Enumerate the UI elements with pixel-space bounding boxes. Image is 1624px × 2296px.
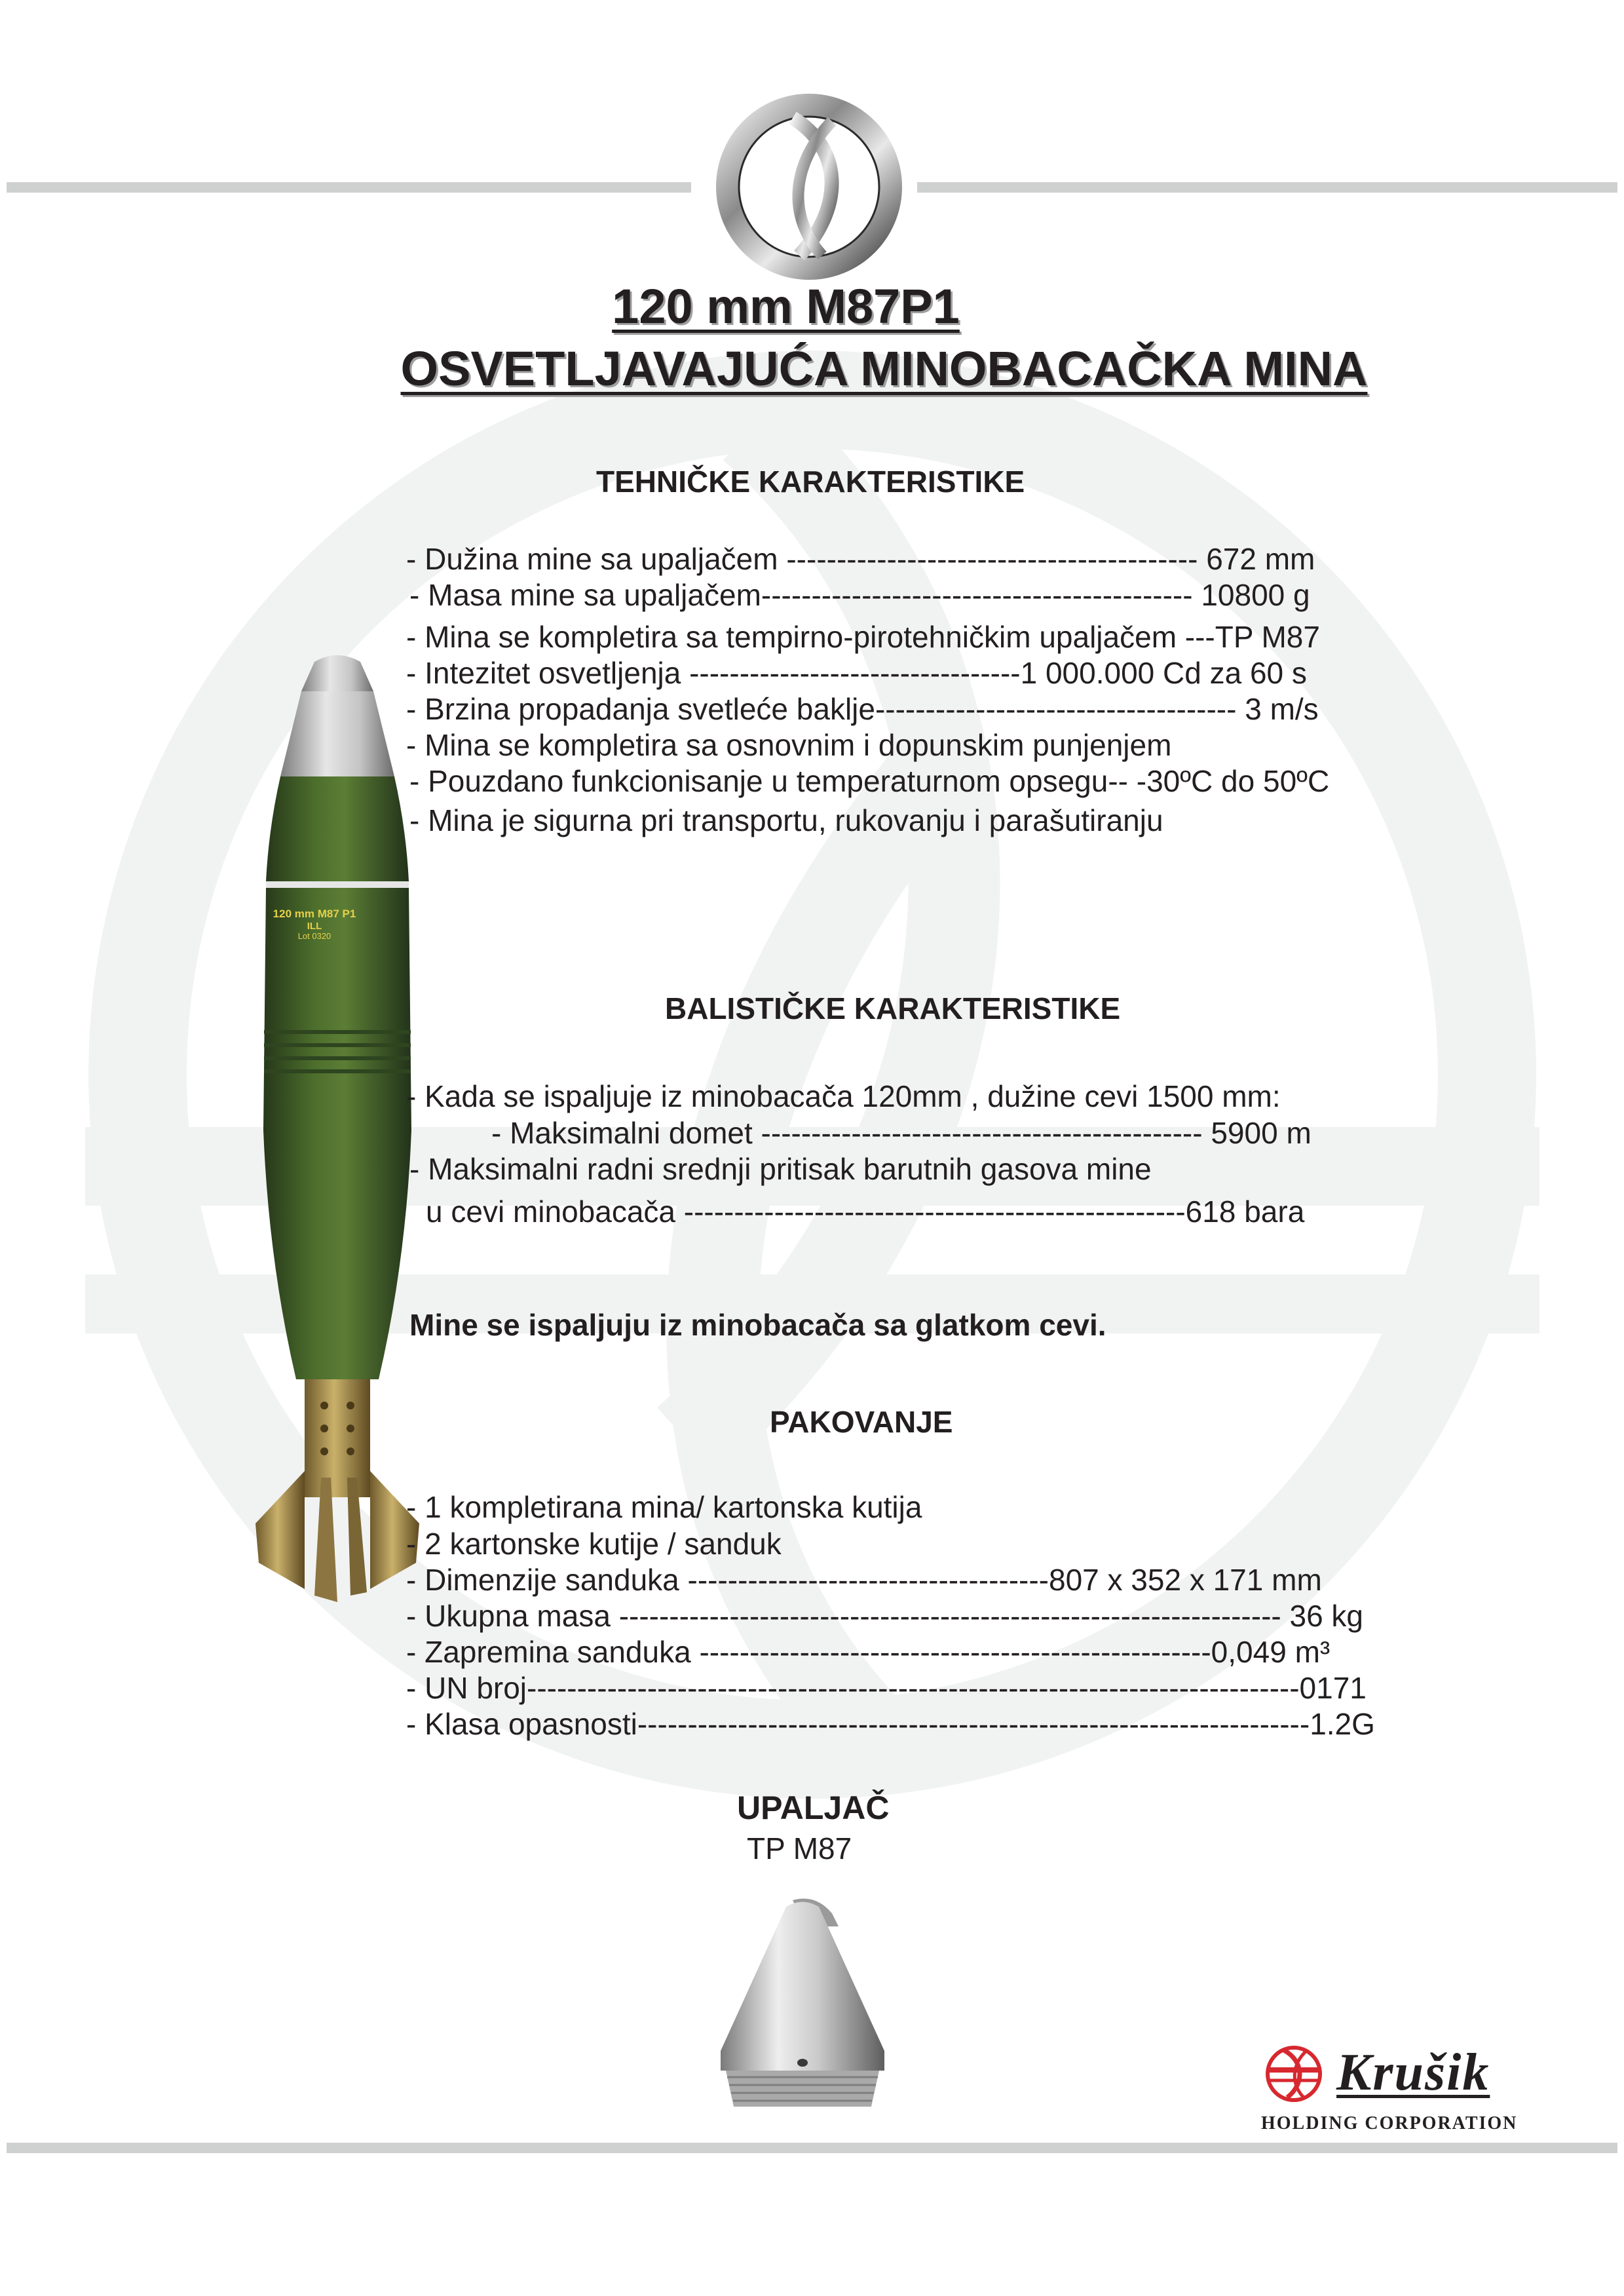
fuze-heading: UPALJAČ xyxy=(737,1789,890,1826)
ballistic-line-3: - Maksimalni radni srednji pritisak barutnih gasova mine xyxy=(409,1152,1152,1186)
page-title-line2: OSVETLJAVAJUĆA MINOBACAČKA MINA xyxy=(400,341,1368,396)
page-title-line1: 120 mm M87P1 xyxy=(612,279,960,334)
tech-line-8: - Mina je sigurna pri transportu, rukovanju i parašutiranju xyxy=(409,803,1163,837)
tech-line-5: - Brzina propadanja svetleće baklje------------------------------------ 3 m/s xyxy=(406,692,1319,726)
packaging-line-3: - Dimenzije sanduka ------------------------------------807 x 352 x 171 mm xyxy=(406,1563,1322,1597)
ballistic-line-1: - Kada se ispaljuje iz minobacača 120mm , dužine cevi 1500 mm: xyxy=(406,1079,1281,1113)
technical-heading: TEHNIČKE KARAKTERISTIKE xyxy=(596,465,1025,499)
krusik-emblem-icon xyxy=(711,88,907,285)
ballistic-line-2: - Maksimalni domet -------------------------------------------- 5900 m xyxy=(491,1116,1312,1150)
top-rule-left xyxy=(7,182,691,193)
packaging-line-1: - 1 kompletirana mina/ kartonska kutija xyxy=(406,1490,922,1524)
shell-marking-line2: ILL xyxy=(307,920,322,932)
company-name: Krušik xyxy=(1336,2044,1490,2101)
packaging-line-5: - Zapremina sanduka ---------------------------------------------------0,049 m³ xyxy=(406,1635,1331,1669)
tech-line-4: - Intezitet osvetljenja ---------------------------------1 000.000 Cd za 60 s xyxy=(406,656,1307,690)
ballistic-heading: BALISTIČKE KARAKTERISTIKE xyxy=(665,991,1121,1025)
bottom-rule xyxy=(7,2143,1617,2153)
shell-marking xyxy=(269,908,360,942)
packaging-line-7: - Klasa opasnosti-------------------------------------------------------------------1.2G xyxy=(406,1707,1375,1741)
fuze-image xyxy=(708,1887,897,2116)
packaging-line-6: - UN broj-----------------------------------------------------------------------------0171 xyxy=(406,1671,1367,1705)
shell-marking-line1: 120 mm M87 P1 xyxy=(273,908,356,920)
packaging-heading: PAKOVANJE xyxy=(770,1405,953,1439)
top-rule-right xyxy=(917,182,1617,193)
ballistic-line-4: u cevi minobacača --------------------------------------------------618 bara xyxy=(426,1195,1305,1229)
tech-line-6: - Mina se kompletira sa osnovnim i dopunskim punjenjem xyxy=(406,728,1172,762)
tech-line-7: - Pouzdano funkcionisanje u temperaturnom opsegu-- -30ºC do 50ºC xyxy=(409,764,1330,798)
shell-marking-line3: Lot 0320 xyxy=(297,930,331,941)
tech-line-2: - Masa mine sa upaljačem------------------------------------------- 10800 g xyxy=(409,578,1310,612)
fuze-model: TP M87 xyxy=(747,1831,852,1866)
company-subtitle: HOLDING CORPORATION xyxy=(1261,2113,1518,2133)
packaging-line-4: - Ukupna masa ------------------------------------------------------------------ 36 kg xyxy=(406,1599,1364,1633)
tech-line-3: - Mina se kompletira sa tempirno-pirotehničkim upaljačem ---TP M87 xyxy=(406,620,1320,654)
packaging-line-2: - 2 kartonske kutije / sanduk xyxy=(406,1527,782,1561)
barrel-note: Mine se ispaljuju iz minobacača sa glatkom cevi. xyxy=(409,1308,1106,1342)
mortar-shell-image xyxy=(242,645,432,1609)
tech-line-1: - Dužina mine sa upaljačem ----------------------------------------- 672 mm xyxy=(406,542,1315,576)
krusik-logo-icon xyxy=(1258,2041,1330,2107)
